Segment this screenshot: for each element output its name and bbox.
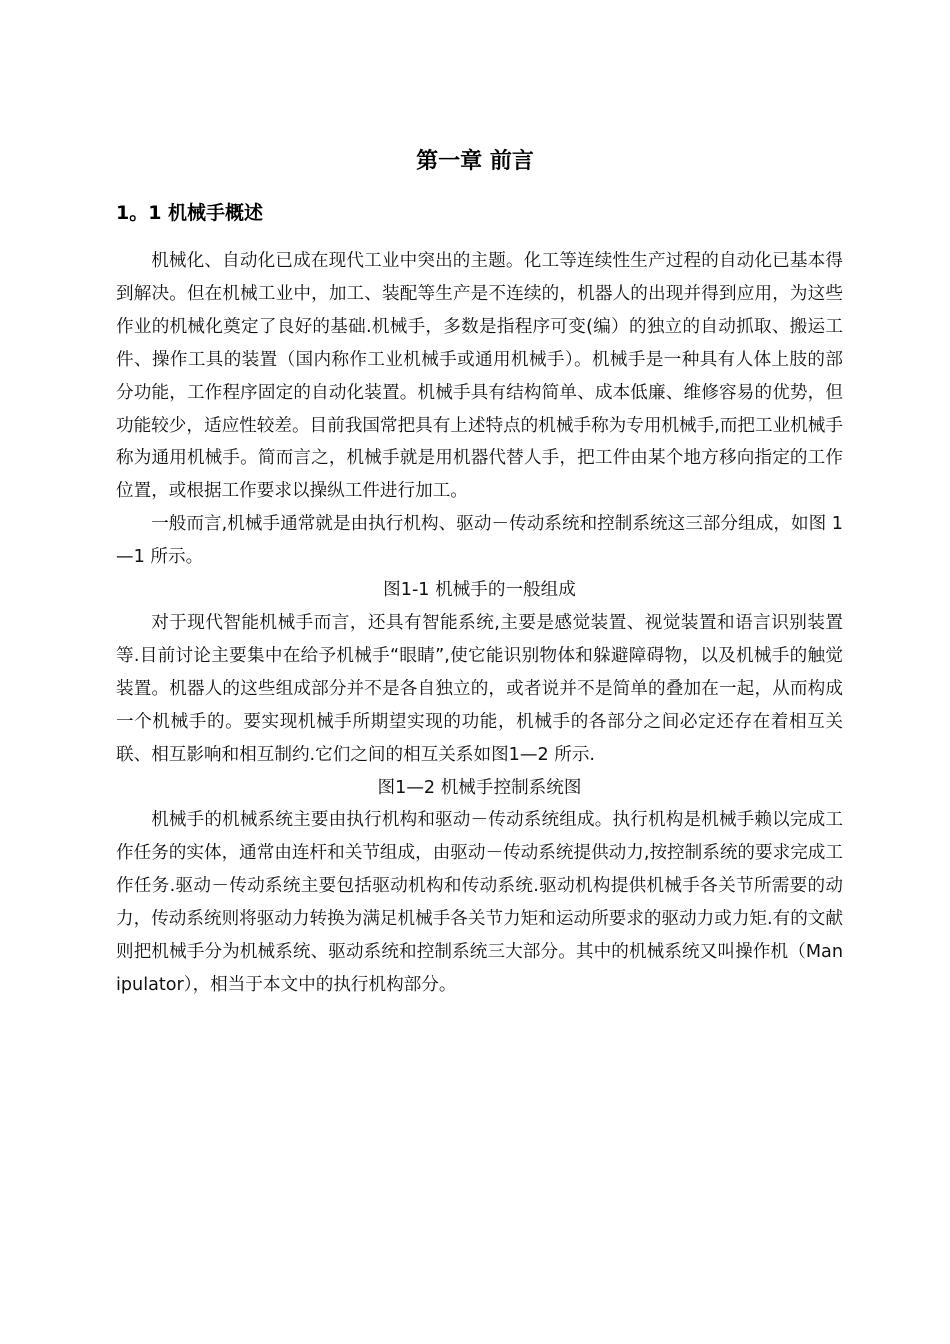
body-text: [116, 245, 843, 1002]
paragraph-composition: 一般而言,机械手通常就是由执行机构、驱动－传动系统和控制系统这三部分组成，如图 1—1 所示。: [116, 514, 843, 568]
paragraph-mechanical-system: 机械手的机械系统主要由执行机构和驱动－传动系统组成。执行机构是机械手赖以完成工作任务的实体，通常由连杆和关节组成，由驱动－传动系统提供动力,按控制系统的要求完成工作任务.驱动－传动系统主要包括驱动机构和传动系统.驱动机构提供机械手各关节所需要的动力，传动系统则将驱动力转换为满足机械手各关节力矩和运动所要求的驱动力或力矩.有的文献则把机械手分为机械系统、驱动系统和控制系统三大部分。其中的机械系统又叫操作机（Manipulator），相当于本文中的执行机构部分。: [116, 810, 843, 995]
paragraph-intelligent-system: 对于现代智能机械手而言，还具有智能系统,主要是感觉装置、视觉装置和语言识别装置等.目前讨论主要集中在给予机械手“眼睛”,使它能识别物体和躲避障碍物，以及机械手的触觉装置。机器人的这些组成部分并不是各自独立的，或者说并不是简单的叠加在一起，从而构成一个机械手的。要实现机械手所期望实现的功能，机械手的各部分之间必定还存在着相互关联、相互影响和相互制约.它们之间的相互关系如图1—2 所示.: [116, 612, 843, 765]
figure-caption-1-1: 图1-1 机械手的一般组成: [383, 580, 576, 601]
section-heading: 1。1 机械手概述: [116, 202, 264, 224]
chapter-title: 第一章 前言: [416, 149, 534, 174]
paragraph-overview: 机械化、自动化已成在现代工业中突出的主题。化工等连续性生产过程的自动化已基本得到解决。但在机械工业中，加工、装配等生产是不连续的，机器人的出现并得到应用，为这些作业的机械化奠定了良好的基础.机械手，多数是指程序可变(编）的独立的自动抓取、搬运工件、操作工具的装置（国内称作工业机械手或通用机械手）。机械手是一种具有人体上肢的部分功能，工作程序固定的自动化装置。机械手具有结构简单、成本低廉、维修容易的优势，但功能较少，适应性较差。目前我国常把具有上述特点的机械手称为专用机械手,而把工业机械手称为通用机械手。简而言之，机械手就是用机器代替人手，把工件由某个地方移向指定的工作位置，或根据工作要求以操纵工件进行加工。: [116, 251, 843, 502]
figure-caption-1-2: 图1—2 机械手控制系统图: [377, 777, 582, 798]
